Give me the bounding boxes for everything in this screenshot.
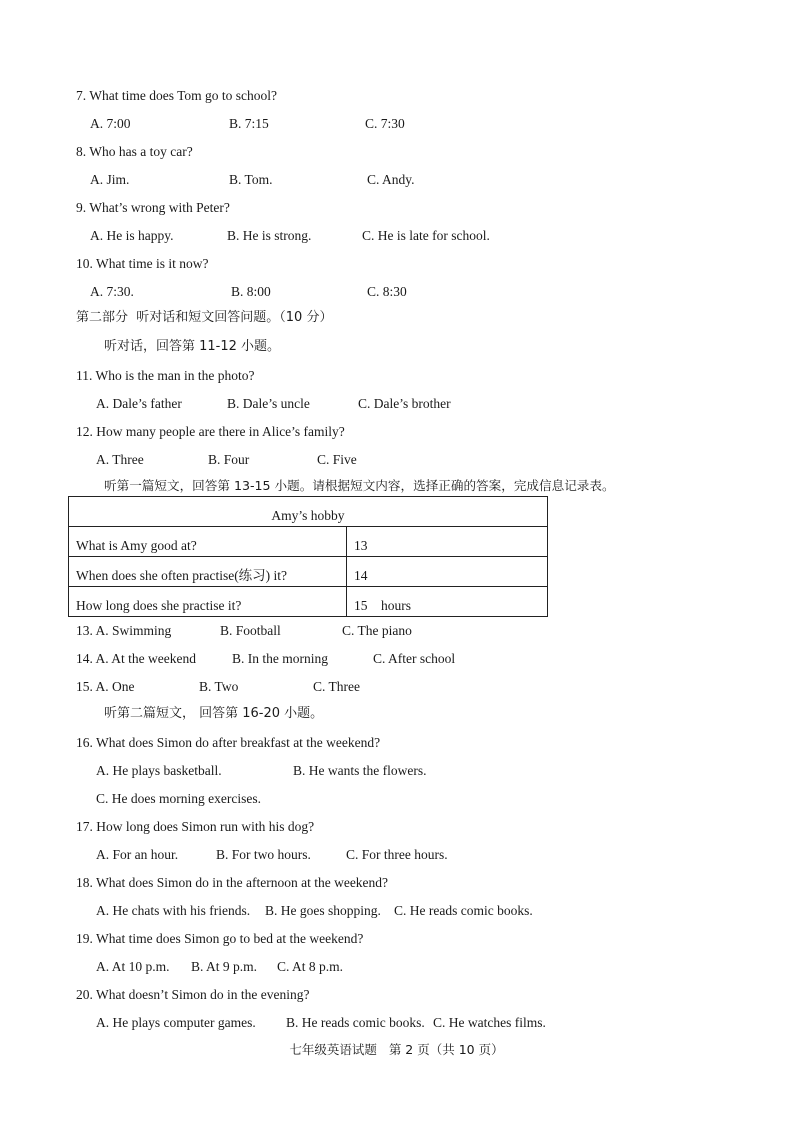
question-18-option-c: C. He reads comic books. [394,903,533,918]
question-13-option-a: 13. A. Swimming [76,623,172,638]
question-10-option-c: C. 8:30 [367,284,407,299]
question-13-option-b: B. Football [220,623,281,638]
question-11-stem: 11. Who is the man in the photo? [76,368,255,383]
question-19-option-b: B. At 9 p.m. [191,959,258,974]
question-18-option-a: A. He chats with his friends. [96,903,251,918]
question-16-stem: 16. What does Simon do after breakfast at the weekend? [76,735,381,750]
passage2-intro: 听第二篇短文， 回答第 16-20 小题。 [104,706,324,721]
question-8-option-b: B. Tom. [229,172,273,187]
question-19-stem: 19. What time does Simon go to bed at the weekend? [76,931,364,946]
question-18-option-b: B. He goes shopping. [265,903,381,918]
question-15-option-a: 15. A. One [76,679,135,694]
question-20-option-a: A. He plays computer games. [96,1015,256,1030]
question-17-option-b: B. For two hours. [216,847,311,862]
part2-dialogue-intro: 听对话，回答第 11-12 小题。 [104,339,281,354]
question-20-stem: 20. What doesn’t Simon do in the evening? [76,987,310,1002]
question-9-option-a: A. He is happy. [90,228,174,243]
table-question-cell: How long does she practise it? [69,587,347,617]
question-7-option-a: A. 7:00 [90,116,131,131]
page-footer: 七年级英语试题 第 2 页（共 10 页） [289,1042,504,1057]
table-row [69,587,548,617]
question-9-option-c: C. He is late for school. [362,228,490,243]
question-18-stem: 18. What does Simon do in the afternoon at the weekend? [76,875,389,890]
question-8-stem: 8. Who has a toy car? [76,144,193,159]
question-10-option-a: A. 7:30. [90,284,134,299]
question-17-stem: 17. How long does Simon run with his dog? [76,819,315,834]
question-11-option-b: B. Dale’s uncle [227,396,310,411]
question-14-option-c: C. After school [373,651,456,666]
question-13-option-c: C. The piano [342,623,412,638]
passage1-intro: 听第一篇短文，回答第 13-15 小题。请根据短文内容，选择正确的答案，完成信息记录表。 [104,478,615,493]
info-record-table [68,496,548,617]
question-15-option-b: B. Two [199,679,239,694]
table-question-cell: When does she often practise(练习) it? [69,557,347,587]
question-15-option-c: C. Three [313,679,360,694]
question-16-option-b: B. He wants the flowers. [293,763,427,778]
question-14-option-b: B. In the morning [232,651,328,666]
question-17-option-c: C. For three hours. [346,847,448,862]
question-12-option-a: A. Three [96,452,144,467]
question-11-option-c: C. Dale’s brother [358,396,451,411]
question-14-option-a: 14. A. At the weekend [76,651,196,666]
question-7-option-c: C. 7:30 [365,116,405,131]
table-row [69,527,548,557]
table-answer-cell: 13 [347,527,548,557]
table-title: Amy’s hobby [69,497,548,527]
question-10-stem: 10. What time is it now? [76,256,209,271]
question-19-option-a: A. At 10 p.m. [96,959,170,974]
question-17-option-a: A. For an hour. [96,847,179,862]
part2-title: 第二部分 听对话和短文回答问题。（10 分） [76,310,333,325]
question-12-option-c: C. Five [317,452,357,467]
question-9-stem: 9. What’s wrong with Peter? [76,200,230,215]
question-12-option-b: B. Four [208,452,250,467]
table-answer-cell: 14 [347,557,548,587]
question-10-option-b: B. 8:00 [231,284,271,299]
table-question-cell: What is Amy good at? [69,527,347,557]
question-16-option-c: C. He does morning exercises. [96,791,261,806]
table-answer-cell: 15 hours [347,587,548,617]
question-8-option-a: A. Jim. [90,172,130,187]
question-7-stem: 7. What time does Tom go to school? [76,88,278,103]
question-20-option-c: C. He watches films. [433,1015,546,1030]
question-7-option-b: B. 7:15 [229,116,269,131]
question-11-option-a: A. Dale’s father [96,396,182,411]
question-8-option-c: C. Andy. [367,172,415,187]
question-19-option-c: C. At 8 p.m. [277,959,344,974]
table-row [69,557,548,587]
question-20-option-b: B. He reads comic books. [286,1015,425,1030]
question-12-stem: 12. How many people are there in Alice’s family? [76,424,345,439]
question-9-option-b: B. He is strong. [227,228,312,243]
table-header-row [69,497,548,527]
question-16-option-a: A. He plays basketball. [96,763,222,778]
